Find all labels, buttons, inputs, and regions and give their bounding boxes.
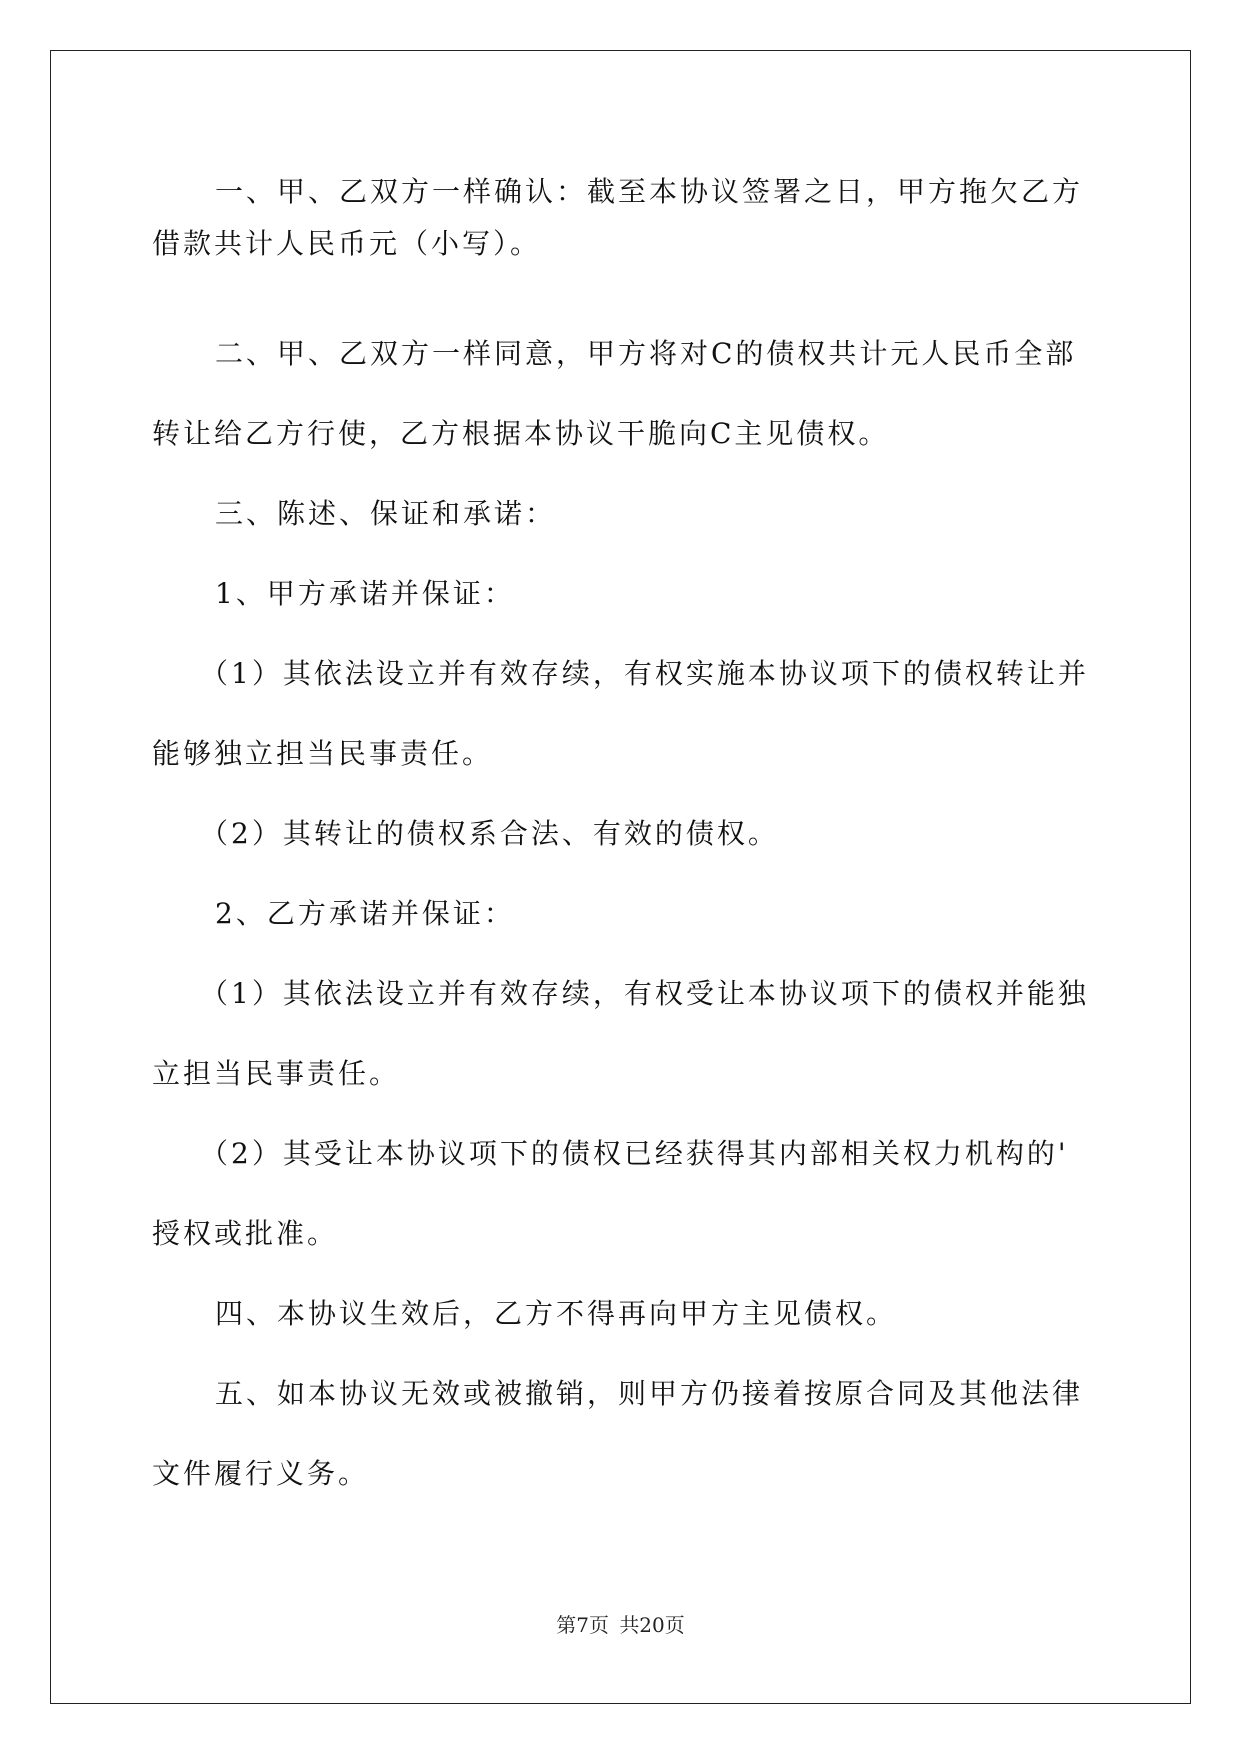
text-line: 借款共计人民币元（小写）。 [152,227,542,260]
text-line: （2）其转让的债权系合法、有效的债权。 [200,817,779,850]
text-line: 文件履行义务。 [152,1457,370,1490]
text-line: 二、甲、乙双方一样同意，甲方将对C的债权共计元人民币全部 [215,337,1077,370]
text-line: 四、本协议生效后，乙方不得再向甲方主见债权。 [215,1297,898,1330]
page-total: 共20页 [619,1613,685,1637]
text-line: 五、如本协议无效或被撤销，则甲方仍接着按原合同及其他法律 [215,1377,1084,1410]
text-line: 一、甲、乙双方一样确认：截至本协议签署之日，甲方拖欠乙方 [215,175,1084,208]
text-line: 1、甲方承诺并保证： [215,577,515,610]
page-number: 第7页 [556,1613,609,1637]
text-line: （2）其受让本协议项下的债权已经获得其内部相关权力机构的' [200,1137,1069,1170]
text-line: 能够独立担当民事责任。 [152,737,494,770]
text-line: （1）其依法设立并有效存续，有权受让本协议项下的债权并能独 [200,977,1089,1010]
text-line: 三、陈述、保证和承诺： [215,497,557,530]
text-line: 授权或批准。 [152,1217,339,1250]
text-line: 转让给乙方行使，乙方根据本协议干脆向C主见债权。 [152,417,890,450]
text-line: 立担当民事责任。 [152,1057,401,1090]
text-line: 2、乙方承诺并保证： [215,897,515,930]
page-footer [0,1612,1241,1638]
text-line: （1）其依法设立并有效存续，有权实施本协议项下的债权转让并 [200,657,1089,690]
